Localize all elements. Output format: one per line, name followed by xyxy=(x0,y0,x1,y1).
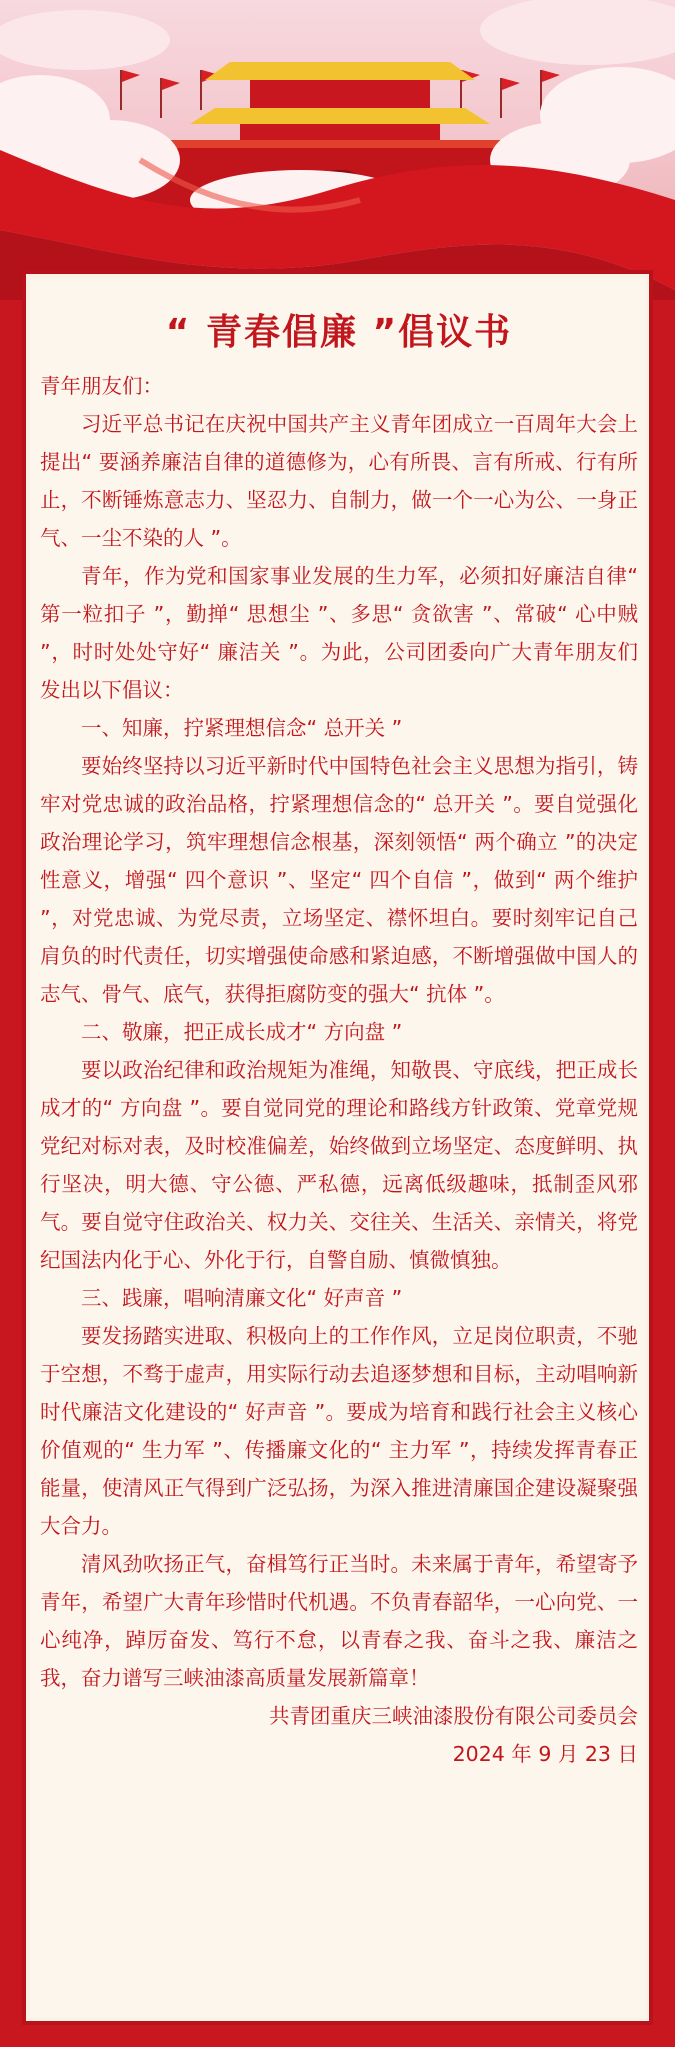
section-body-1: 要始终坚持以习近平新时代中国特色社会主义思想为指引，铸牢对党忠诚的政治品格，拧紧理想信念的“ 总开关 ”。要自觉强化政治理论学习，筑牢理想信念根基，深刻领悟“ 两个确立 ”的决定性意义，增强“ 四个意识 ”、坚定“ 四个自信 ”，做到“ 两个维护 ”，对党忠诚、为党尽责，立场坚定、襟怀坦白。要时刻牢记自己肩负的时代责任，切实增强使命感和紧迫感，不断增强做中国人的志气、骨气、底气，获得拒腐防变的强大“ 抗体 ”。 xyxy=(40,754,638,1006)
cloud-icon xyxy=(480,0,675,65)
intro-paragraph-1: 习近平总书记在庆祝中国共产主义青年团成立一百周年大会上提出“ 要涵养廉洁自律的道德修为，心有所畏、言有所戒、行有所止，不断锤炼意志力、坚忍力、自制力，做一个一心为公、一身正气、一尘不染的人 ”。 xyxy=(40,412,638,550)
date: 2024 年 9 月 23 日 xyxy=(452,1742,638,1766)
letter-content xyxy=(40,305,638,1773)
cloud-icon xyxy=(0,10,170,70)
signature: 共青团重庆三峡油漆股份有限公司委员会 xyxy=(269,1704,638,1728)
closing-paragraph: 清风劲吹扬正气，奋楫笃行正当时。未来属于青年，希望寄予青年，希望广大青年珍惜时代机遇。不负青春韶华，一心向党、一心纯净，踔厉奋发、笃行不怠，以青春之我、奋斗之我、廉洁之我，奋力谱写三峡油漆高质量发展新篇章！ xyxy=(40,1552,638,1690)
letter-title: “ 青春倡廉 ”倡议书 xyxy=(165,312,513,353)
section-body-3: 要发扬踏实进取、积极向上的工作作风，立足岗位职责，不驰于空想，不骛于虚声，用实际行动去追逐梦想和目标，主动唱响新时代廉洁文化建设的“ 好声音 ”。要成为培育和践行社会主义核心价值观的“ 生力军 ”、传播廉文化的“ 主力军 ”，持续发挥青春正能量，使清风正气得到广泛弘扬，为深入推进清廉国企建设凝聚强大合力。 xyxy=(40,1324,638,1538)
intro-paragraph-2: 青年，作为党和国家事业发展的生力军，必须扣好廉洁自律“ 第一粒扣子 ”，勤掸“ 思想尘 ”、多思“ 贪欲害 ”、常破“ 心中贼 ”，时时处处守好“ 廉洁关 ”。为此，公司团委向广大青年朋友们发出以下倡议： xyxy=(40,564,638,702)
section-body-2: 要以政治纪律和政治规矩为准绳，知敬畏、守底线，把正成长成才的“ 方向盘 ”。要自觉同党的理论和路线方针政策、党章党规党纪对标对表，及时校准偏差，始终做到立场坚定、态度鲜明、执行坚决，明大德、守公德、严私德，远离低级趣味，抵制歪风邪气。要自觉守住政治关、权力关、交往关、生活关、亲情关，将党纪国法内化于心、外化于行，自警自励、慎微慎独。 xyxy=(40,1058,638,1272)
section-heading-3: 三、践廉，唱响清廉文化“ 好声音 ” xyxy=(81,1286,403,1310)
salutation: 青年朋友们： xyxy=(40,374,163,398)
header-illustration xyxy=(0,0,675,300)
tiananmen-illustration xyxy=(0,0,675,300)
section-heading-1: 一、知廉，拧紧理想信念“ 总开关 ” xyxy=(81,716,403,740)
section-heading-2: 二、敬廉，把正成长成才“ 方向盘 ” xyxy=(81,1020,403,1044)
